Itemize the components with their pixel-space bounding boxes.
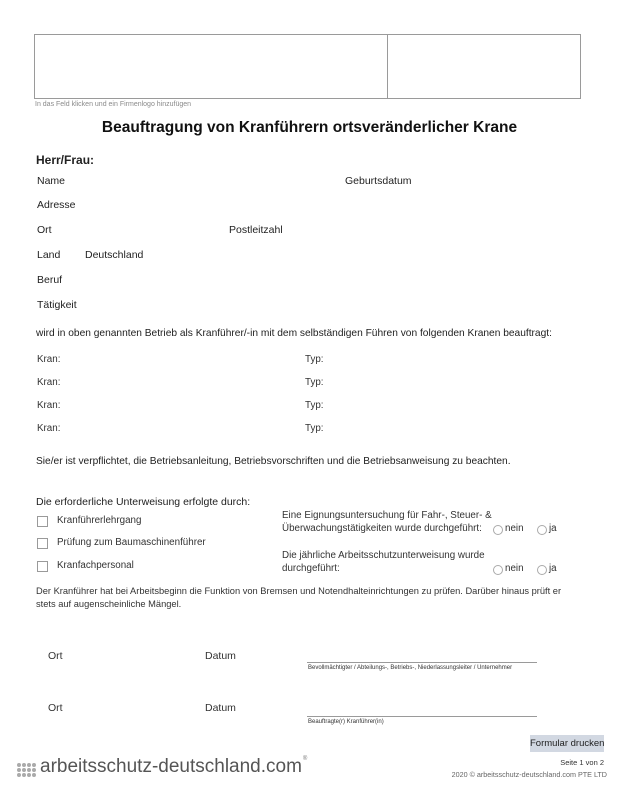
kran-label: Kran: bbox=[37, 423, 61, 434]
signature-caption: Beauftragte(r) Kranführer(in) bbox=[308, 719, 384, 725]
registered-mark: ® bbox=[302, 756, 308, 762]
print-form-button[interactable]: Formular drucken bbox=[530, 735, 604, 752]
unterweisung-ja-radio[interactable] bbox=[537, 565, 547, 575]
baumaschinenfuehrer-checkbox[interactable] bbox=[37, 538, 48, 549]
unterweisung-nein-radio[interactable] bbox=[493, 565, 503, 575]
signature-ort-label: Ort bbox=[48, 702, 63, 714]
eignung-ja-label: ja bbox=[549, 523, 557, 534]
name-label: Name bbox=[37, 175, 66, 187]
crane-intro-text: wird in oben genannten Betrieb als Kranführer/-in mit dem selbständigen Führen von folgenden Kranen beauftragt: bbox=[36, 328, 552, 339]
eignungsuntersuchung-question bbox=[282, 509, 492, 535]
logo-field-divider bbox=[387, 34, 388, 99]
eignung-nein-radio[interactable] bbox=[493, 525, 503, 535]
arbeitsschutzunterweisung-question bbox=[282, 549, 487, 575]
land-field[interactable]: Deutschland bbox=[85, 249, 144, 261]
unterweisung-nein-label: nein bbox=[505, 563, 524, 574]
eignung-nein-label: nein bbox=[505, 523, 524, 534]
signature-ort-label: Ort bbox=[48, 650, 63, 662]
adresse-label: Adresse bbox=[37, 199, 76, 211]
kran-label: Kran: bbox=[37, 354, 61, 365]
duty-text: Der Kranführer hat bei Arbeitsbeginn die Funktion von Bremsen und Notendhalteinrichtungen zu prüfen. Darüber hinaus prüft er stets auf augenscheinliche Mängel. bbox=[36, 586, 562, 609]
signature-caption: Bevollmächtigter / Abteilungs-, Betriebs-, Niederlassungsleiter / Unternehmer bbox=[308, 665, 513, 671]
logo-hint: In das Feld klicken und ein Firmenlogo hinzufügen bbox=[35, 101, 192, 108]
eignung-ja-radio[interactable] bbox=[537, 525, 547, 535]
brand-logo-icon bbox=[17, 763, 37, 777]
typ-label: Typ: bbox=[305, 377, 324, 388]
signature-line[interactable] bbox=[307, 662, 537, 663]
kranfuehrerlehrgang-checkbox[interactable] bbox=[37, 516, 48, 527]
land-label: Land bbox=[37, 249, 61, 261]
kranfuehrerlehrgang-label: Kranführerlehrgang bbox=[57, 515, 142, 526]
unterweisung-ja-label: ja bbox=[549, 563, 557, 574]
obligation-text: Sie/er ist verpflichtet, die Betriebsanleitung, Betriebsvorschriften und die Betriebsanweisung zu beachten. bbox=[36, 456, 511, 467]
signature-datum-label: Datum bbox=[205, 702, 236, 714]
geburtsdatum-label: Geburtsdatum bbox=[345, 175, 412, 187]
typ-label: Typ: bbox=[305, 400, 324, 411]
ort-label: Ort bbox=[37, 224, 52, 236]
kran-label: Kran: bbox=[37, 400, 61, 411]
brand bbox=[40, 756, 307, 778]
baumaschinenfuehrer-label: Prüfung zum Baumaschinenführer bbox=[57, 537, 206, 548]
signature-line[interactable] bbox=[307, 716, 537, 717]
signature-datum-label: Datum bbox=[205, 650, 236, 662]
page-number: Seite 1 von 2 bbox=[560, 758, 604, 767]
kranfachpersonal-label: Kranfachpersonal bbox=[57, 560, 134, 571]
question-line: Die jährliche Arbeitsschutzunterweisung wurde bbox=[282, 550, 485, 561]
taetigkeit-label: Tätigkeit bbox=[37, 299, 77, 311]
question-line: durchgeführt: bbox=[282, 563, 340, 574]
kran-label: Kran: bbox=[37, 377, 61, 388]
brand-name: arbeitsschutz-deutschland.com bbox=[40, 756, 302, 777]
typ-label: Typ: bbox=[305, 423, 324, 434]
company-logo-field[interactable] bbox=[34, 34, 581, 99]
copyright-text: 2020 © arbeitsschutz-deutschland.com PTE LTD bbox=[451, 770, 607, 779]
person-heading: Herr/Frau: bbox=[36, 153, 95, 167]
typ-label: Typ: bbox=[305, 354, 324, 365]
instruction-heading: Die erforderliche Unterweisung erfolgte durch: bbox=[36, 496, 251, 508]
postleitzahl-label: Postleitzahl bbox=[229, 224, 283, 236]
kranfachpersonal-checkbox[interactable] bbox=[37, 561, 48, 572]
question-line: Eine Eignungsuntersuchung für Fahr-, Steuer- & bbox=[282, 510, 492, 521]
page-title: Beauftragung von Kranführern ortsveränderlicher Krane bbox=[101, 119, 518, 136]
question-line: Überwachungstätigkeiten wurde durchgeführt: bbox=[282, 523, 482, 534]
beruf-label: Beruf bbox=[37, 274, 63, 286]
